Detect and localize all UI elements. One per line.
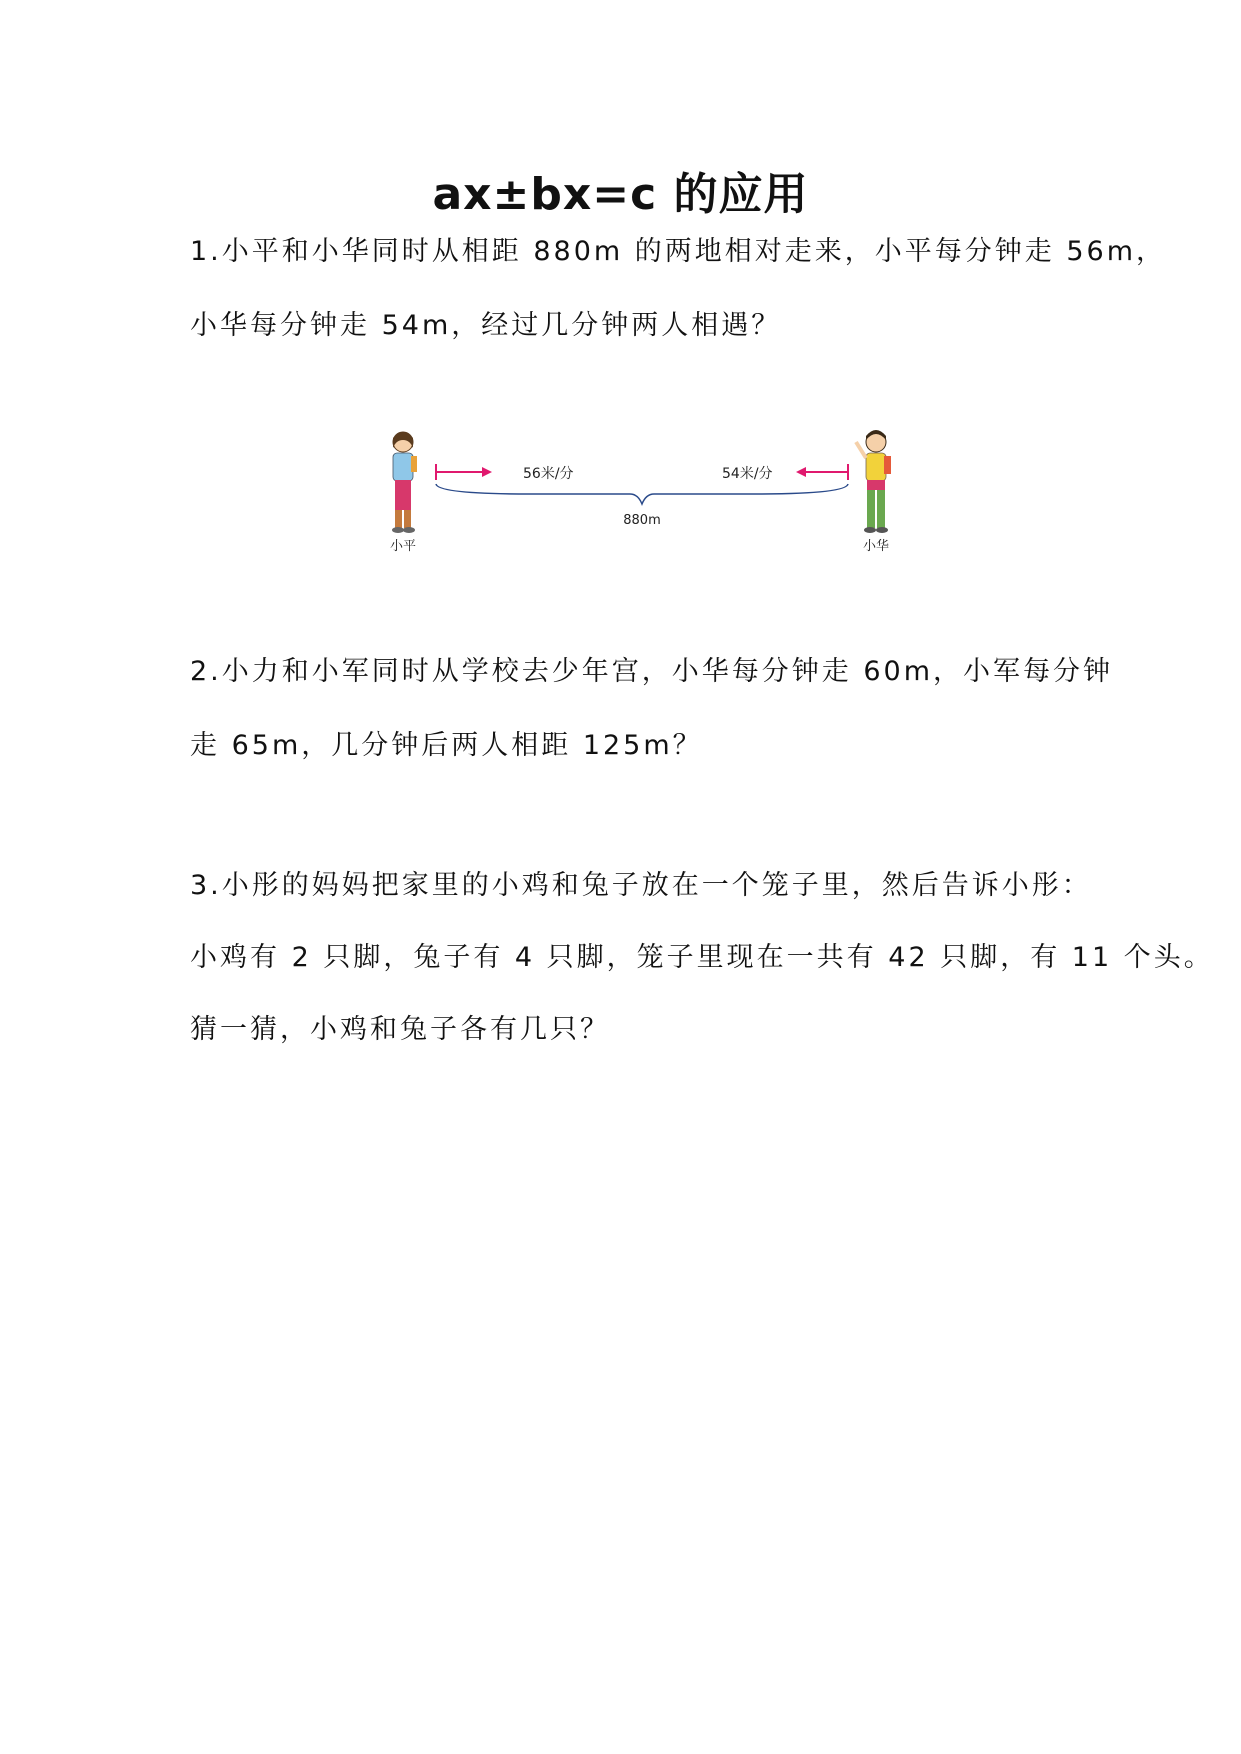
page-title: ax±bx=c 的应用: [432, 169, 809, 220]
meeting-diagram: [380, 420, 910, 560]
right-speed-label: 54米/分: [722, 466, 773, 482]
girl-figure-icon: [392, 432, 417, 533]
boy-figure-icon: [856, 430, 891, 533]
distance-brace: [436, 484, 848, 504]
left-speed-label: 56米/分: [523, 466, 574, 482]
distance-label: 880m: [623, 513, 661, 528]
question-2-line-2: 走 65m，几分钟后两人相距 125m？: [190, 730, 703, 761]
question-1-line-1: 1.小平和小华同时从相距 880m 的两地相对走来，小平每分钟走 56m，: [190, 236, 1167, 267]
right-name-label: 小华: [862, 539, 890, 554]
left-name-label: 小平: [389, 539, 417, 554]
question-1-line-2: 小华每分钟走 54m，经过几分钟两人相遇？: [190, 310, 782, 341]
question-3-line-3: 猜一猜，小鸡和兔子各有几只？: [190, 1014, 610, 1045]
question-3-line-1: 3.小彤的妈妈把家里的小鸡和兔子放在一个笼子里，然后告诉小彤：: [190, 870, 1092, 901]
question-2-line-1: 2.小力和小军同时从学校去少年宫，小华每分钟走 60m，小军每分钟: [190, 656, 1113, 687]
question-3-line-2: 小鸡有 2 只脚，兔子有 4 只脚，笼子里现在一共有 42 只脚，有 11 个头。: [190, 942, 1214, 973]
